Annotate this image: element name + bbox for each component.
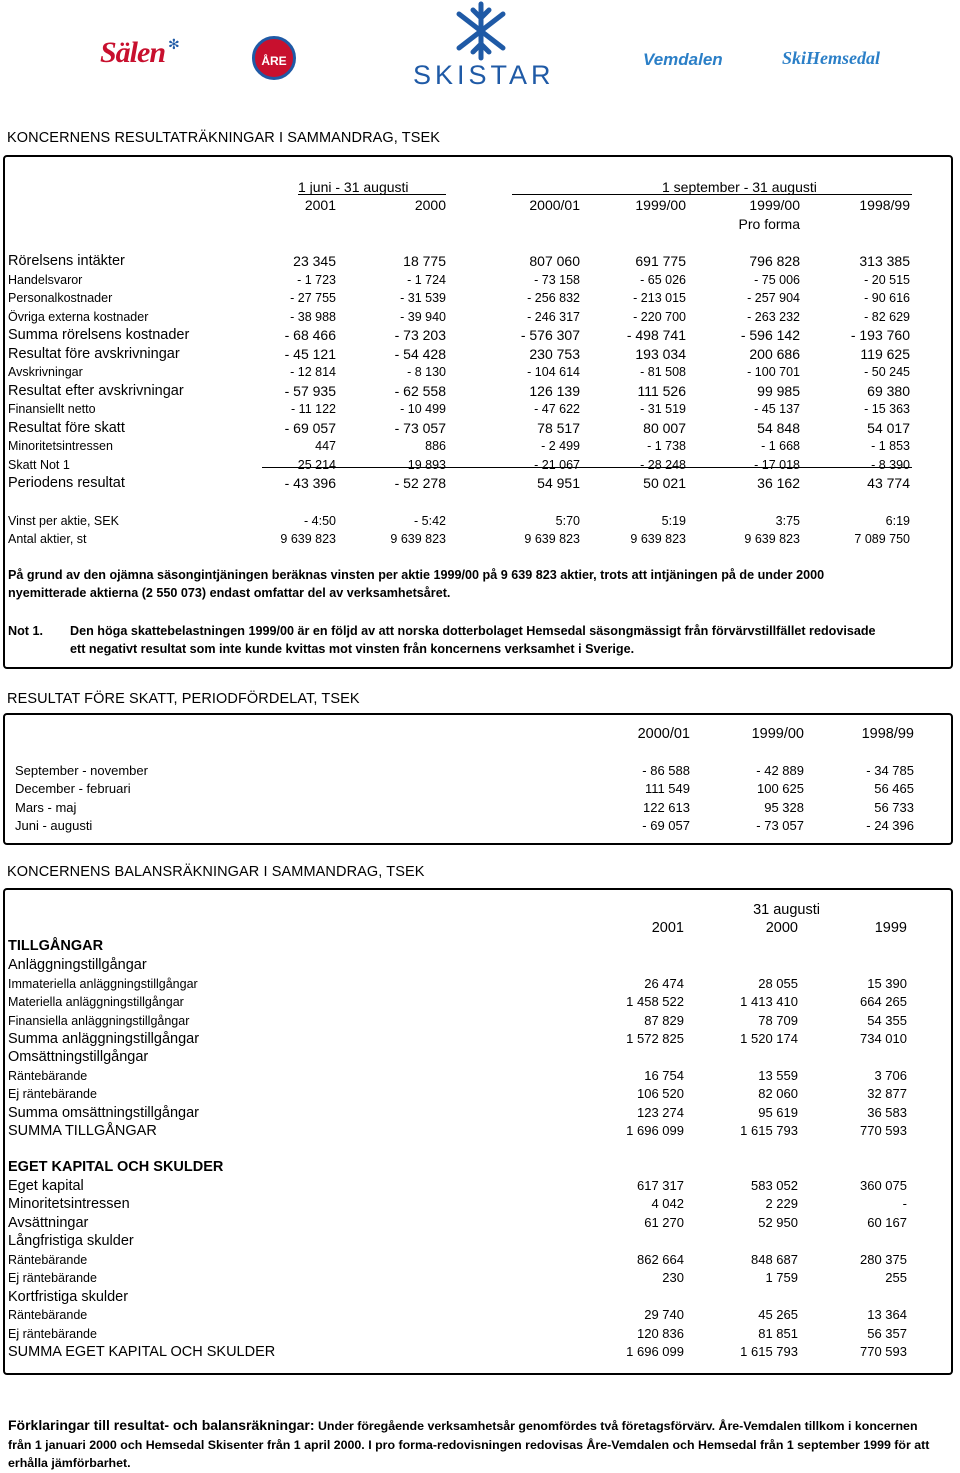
row-label: TILLGÅNGAR bbox=[8, 938, 104, 954]
row-value: 9 639 823 bbox=[630, 532, 686, 546]
skistar-snowflake-icon bbox=[437, 0, 525, 64]
row-value: - 57 935 bbox=[284, 383, 336, 399]
row-value: 100 625 bbox=[757, 781, 804, 796]
row-label: Juni - augusti bbox=[15, 818, 93, 833]
are-logo: ÅRE bbox=[252, 36, 296, 80]
row-value: 255 bbox=[885, 1270, 907, 1285]
period-header-year: 1 september - 31 augusti bbox=[662, 179, 817, 195]
row-value: 230 bbox=[662, 1270, 684, 1285]
row-value: - 257 904 bbox=[747, 291, 800, 305]
row-value: - 11 122 bbox=[291, 402, 336, 416]
skistar-logo: SKISTAR bbox=[413, 60, 555, 90]
row-value: 9 639 823 bbox=[390, 532, 446, 546]
row-value: - 21 067 bbox=[534, 458, 580, 472]
row-value: 61 270 bbox=[644, 1215, 684, 1230]
row-value: 3 706 bbox=[874, 1068, 907, 1083]
row-label: Rörelsens intäkter bbox=[8, 253, 125, 269]
logo-bar bbox=[0, 0, 960, 92]
row-value: 1 458 522 bbox=[626, 994, 684, 1009]
row-value: 691 775 bbox=[635, 253, 686, 269]
row-value: - 193 760 bbox=[850, 327, 910, 343]
tax-row-underline bbox=[262, 467, 912, 468]
eps-note-line-1: På grund av den ojämna säsongintjäningen beräknas vinsten per aktie 1999/00 på 9 639 823 aktier, trots att intjäningen på de under 2000 bbox=[8, 568, 825, 582]
row-label: Summa rörelsens kostnader bbox=[8, 327, 190, 343]
row-label: Minoritetsintressen bbox=[8, 439, 113, 453]
row-value: 886 bbox=[425, 439, 446, 453]
explanation-lead: Förklaringar till resultat- och balansräkningar: bbox=[8, 1417, 315, 1433]
row-label: Ej räntebärande bbox=[8, 1087, 97, 1101]
row-value: 78 517 bbox=[537, 420, 580, 436]
row-value: - 73 203 bbox=[394, 327, 446, 343]
row-label: Finansiella anläggningstillgångar bbox=[8, 1014, 190, 1028]
row-label: Mars - maj bbox=[15, 800, 77, 815]
row-value: - 73 057 bbox=[756, 818, 804, 833]
period-table-title: RESULTAT FÖRE SKATT, PERIODFÖRDELAT, TSEK bbox=[7, 691, 360, 707]
row-value: - 1 724 bbox=[407, 273, 446, 287]
row-value: - 86 588 bbox=[642, 763, 690, 778]
column-header: 1999 bbox=[874, 920, 907, 936]
row-value: - 27 755 bbox=[290, 291, 336, 305]
row-value: 54 355 bbox=[867, 1013, 907, 1028]
row-value: 32 877 bbox=[867, 1086, 907, 1101]
row-value: - 50 245 bbox=[864, 365, 910, 379]
row-value: 69 380 bbox=[867, 383, 910, 399]
balance-date-header: 31 augusti bbox=[753, 902, 820, 918]
row-value: - 75 006 bbox=[754, 273, 800, 287]
salen-logo: Sälen bbox=[100, 36, 166, 69]
row-value: - 38 988 bbox=[290, 310, 336, 324]
row-value: 119 625 bbox=[860, 346, 910, 362]
explanation-footer bbox=[8, 1416, 943, 1473]
row-value: 15 390 bbox=[867, 976, 907, 991]
row-value: - 576 307 bbox=[520, 327, 580, 343]
row-value: 770 593 bbox=[860, 1344, 907, 1359]
row-label: Summa anläggningstillgångar bbox=[8, 1031, 200, 1047]
row-value: 106 520 bbox=[637, 1086, 684, 1101]
row-value: 664 265 bbox=[860, 994, 907, 1009]
row-value: 1 615 793 bbox=[740, 1344, 798, 1359]
row-value: 50 021 bbox=[643, 475, 686, 491]
row-value: 848 687 bbox=[751, 1252, 798, 1267]
row-value: 200 686 bbox=[749, 346, 800, 362]
row-value: - 68 466 bbox=[284, 327, 336, 343]
row-value: 1 572 825 bbox=[626, 1031, 684, 1046]
row-label: Immateriella anläggningstillgångar bbox=[8, 977, 198, 991]
period-header-quarter-rule bbox=[298, 194, 446, 195]
row-value: - 2 499 bbox=[541, 439, 580, 453]
row-value: 26 474 bbox=[644, 976, 684, 991]
row-label: Räntebärande bbox=[8, 1253, 88, 1267]
row-value: - 213 015 bbox=[633, 291, 686, 305]
row-label: Räntebärande bbox=[8, 1308, 88, 1322]
row-label: September - november bbox=[15, 763, 148, 778]
row-value: 54 017 bbox=[867, 420, 910, 436]
row-value: 807 060 bbox=[529, 253, 580, 269]
row-value: - 498 741 bbox=[626, 327, 686, 343]
row-value: 9 639 823 bbox=[524, 532, 580, 546]
row-label: Personalkostnader bbox=[8, 291, 113, 305]
row-value: - 17 018 bbox=[754, 458, 800, 472]
row-value: 82 060 bbox=[758, 1086, 798, 1101]
row-value: - 47 622 bbox=[534, 402, 580, 416]
row-value: - 31 519 bbox=[640, 402, 686, 416]
row-value: 80 007 bbox=[643, 420, 686, 436]
row-value: 56 465 bbox=[874, 781, 914, 796]
row-label: Periodens resultat bbox=[8, 475, 125, 491]
row-value: 280 375 bbox=[860, 1252, 907, 1267]
row-value: 16 754 bbox=[644, 1068, 684, 1083]
row-value: - bbox=[902, 1196, 907, 1211]
row-value: - 90 616 bbox=[864, 291, 910, 305]
row-value: 447 bbox=[315, 439, 336, 453]
eps-note-line-2: nyemitterade aktierna (2 550 073) endast omfattar del av verksamhetsåret. bbox=[8, 586, 451, 600]
row-value: - 246 317 bbox=[527, 310, 580, 324]
row-value: 111 549 bbox=[644, 781, 690, 796]
footnote-1 bbox=[8, 622, 943, 658]
row-value: 81 851 bbox=[758, 1326, 798, 1341]
row-value: 583 052 bbox=[751, 1178, 798, 1193]
row-label: Antal aktier, st bbox=[8, 532, 87, 546]
row-value: 111 526 bbox=[637, 383, 686, 399]
row-value: - 1 853 bbox=[871, 439, 910, 453]
column-header: 2000 bbox=[414, 197, 446, 213]
row-value: - 15 363 bbox=[864, 402, 910, 416]
row-label: Övriga externa kostnader bbox=[8, 310, 149, 324]
row-label: Minoritetsintressen bbox=[8, 1196, 130, 1212]
row-value: 25 214 bbox=[297, 458, 336, 472]
pro-forma-label: Pro forma bbox=[738, 216, 800, 232]
row-value: - 263 232 bbox=[747, 310, 800, 324]
row-value: 13 364 bbox=[867, 1307, 907, 1322]
row-value: 45 265 bbox=[758, 1307, 798, 1322]
row-value: - 65 026 bbox=[640, 273, 686, 287]
row-value: - 24 396 bbox=[866, 818, 914, 833]
row-label: Summa omsättningstillgångar bbox=[8, 1105, 200, 1121]
income-statement-title: KONCERNENS RESULTATRÄKNINGAR I SAMMANDRAG, TSEK bbox=[7, 130, 441, 146]
row-value: 4 042 bbox=[651, 1196, 684, 1211]
row-value: 19 893 bbox=[407, 458, 446, 472]
row-label: EGET KAPITAL OCH SKULDER bbox=[8, 1159, 224, 1175]
row-value: 9 639 823 bbox=[744, 532, 800, 546]
row-value: - 54 428 bbox=[394, 346, 446, 362]
row-value: 193 034 bbox=[635, 346, 686, 362]
row-value: - 69 057 bbox=[284, 420, 336, 436]
row-label: Materiella anläggningstillgångar bbox=[8, 995, 184, 1009]
row-label: Långfristiga skulder bbox=[8, 1233, 134, 1249]
row-label: Eget kapital bbox=[8, 1178, 84, 1194]
footnote-1-line-1: Den höga skattebelastningen 1999/00 är en följd av att norska dotterbolaget Hemsedal säsongmässigt från förvärvstillfället redovisade bbox=[70, 624, 876, 638]
footnote-1-label: Not 1. bbox=[8, 624, 43, 638]
row-value: 796 828 bbox=[749, 253, 800, 269]
row-value: 95 328 bbox=[764, 800, 804, 815]
row-value: 87 829 bbox=[644, 1013, 684, 1028]
row-value: 36 162 bbox=[757, 475, 800, 491]
row-value: 99 985 bbox=[757, 383, 800, 399]
column-header: 2001 bbox=[304, 197, 336, 213]
column-header: 2000/01 bbox=[529, 197, 580, 213]
period-header-quarter: 1 juni - 31 augusti bbox=[298, 179, 409, 195]
snowflake-icon: ✻ bbox=[168, 36, 180, 52]
row-label: Handelsvaror bbox=[8, 273, 83, 287]
row-value: 23 345 bbox=[293, 253, 336, 269]
row-label: SUMMA TILLGÅNGAR bbox=[8, 1123, 157, 1139]
row-label: Vinst per aktie, SEK bbox=[8, 514, 119, 528]
row-value: 1 413 410 bbox=[740, 994, 798, 1009]
column-header: 2001 bbox=[651, 920, 684, 936]
row-value: 18 775 bbox=[403, 253, 446, 269]
row-value: 95 619 bbox=[758, 1105, 798, 1120]
row-value: 52 950 bbox=[758, 1215, 798, 1230]
hemsedal-logo: SkiHemsedal bbox=[782, 48, 880, 68]
row-label: Ej räntebärande bbox=[8, 1327, 97, 1341]
row-value: - 12 814 bbox=[290, 365, 336, 379]
row-value: - 69 057 bbox=[642, 818, 690, 833]
row-value: - 81 508 bbox=[640, 365, 686, 379]
balance-sheet-title: KONCERNENS BALANSRÄKNINGAR I SAMMANDRAG, TSEK bbox=[7, 864, 425, 880]
row-label: SUMMA EGET KAPITAL OCH SKULDER bbox=[8, 1344, 276, 1360]
row-label: Anläggningstillgångar bbox=[8, 957, 147, 973]
row-label: Resultat efter avskrivningar bbox=[8, 383, 184, 399]
row-value: - 4:50 bbox=[304, 514, 336, 528]
row-value: 862 664 bbox=[637, 1252, 684, 1267]
row-value: 126 139 bbox=[529, 383, 580, 399]
row-label: Räntebärande bbox=[8, 1069, 88, 1083]
row-value: - 52 278 bbox=[394, 475, 446, 491]
row-value: 5:70 bbox=[555, 514, 580, 528]
row-value: 1 696 099 bbox=[626, 1123, 684, 1138]
row-value: - 8 130 bbox=[407, 365, 446, 379]
explanation-text: Under föregående verksamhetsår genomfördes två företagsförvärv. Åre-Vemdalen tillkom i koncernen från 1 januari 2000 och Hemsedal Skisenter från 1 april 2000. I pro forma-redovisningen redovisas Åre-Vemdalen och Hemsedal från 1 september 1999 för att erhålla jämförbarhet. bbox=[8, 1419, 930, 1470]
row-value: 2 229 bbox=[765, 1196, 798, 1211]
row-value: - 1 723 bbox=[297, 273, 336, 287]
row-label: Resultat före avskrivningar bbox=[8, 346, 180, 362]
row-label: Skatt Not 1 bbox=[8, 458, 70, 472]
row-value: - 1 738 bbox=[647, 439, 686, 453]
row-value: - 220 700 bbox=[633, 310, 686, 324]
row-label: Avskrivningar bbox=[8, 365, 83, 379]
row-value: 1 615 793 bbox=[740, 1123, 798, 1138]
column-header: 1998/99 bbox=[861, 726, 914, 742]
row-label: Resultat före skatt bbox=[8, 420, 125, 436]
row-value: - 31 539 bbox=[400, 291, 446, 305]
eps-note bbox=[8, 566, 943, 602]
row-value: - 34 785 bbox=[866, 763, 914, 778]
row-value: 1 520 174 bbox=[740, 1031, 798, 1046]
row-label: Kortfristiga skulder bbox=[8, 1289, 129, 1305]
row-value: 230 753 bbox=[529, 346, 580, 362]
column-header: 1999/00 bbox=[751, 726, 804, 742]
row-value: - 39 940 bbox=[400, 310, 446, 324]
row-value: - 256 832 bbox=[527, 291, 580, 305]
row-value: 36 583 bbox=[867, 1105, 907, 1120]
column-header: 1999/00 bbox=[749, 197, 800, 213]
row-value: 28 055 bbox=[758, 976, 798, 991]
column-header: 2000 bbox=[765, 920, 798, 936]
row-value: 78 709 bbox=[758, 1013, 798, 1028]
row-value: 734 010 bbox=[860, 1031, 907, 1046]
row-value: 60 167 bbox=[867, 1215, 907, 1230]
row-value: 1 696 099 bbox=[626, 1344, 684, 1359]
row-value: 56 357 bbox=[867, 1326, 907, 1341]
row-value: - 73 057 bbox=[394, 420, 446, 436]
row-value: - 42 889 bbox=[756, 763, 804, 778]
row-value: 9 639 823 bbox=[280, 532, 336, 546]
row-value: 3:75 bbox=[775, 514, 800, 528]
row-value: 770 593 bbox=[860, 1123, 907, 1138]
row-label: December - februari bbox=[15, 781, 131, 796]
row-value: 360 075 bbox=[860, 1178, 907, 1193]
row-value: - 28 248 bbox=[640, 458, 686, 472]
row-value: 6:19 bbox=[885, 514, 910, 528]
row-value: - 5:42 bbox=[414, 514, 446, 528]
row-label: Finansiellt netto bbox=[8, 402, 96, 416]
row-value: - 20 515 bbox=[864, 273, 910, 287]
row-value: - 1 668 bbox=[761, 439, 800, 453]
row-value: - 45 121 bbox=[284, 346, 336, 362]
row-value: - 73 158 bbox=[534, 273, 580, 287]
row-label: Ej räntebärande bbox=[8, 1271, 97, 1285]
row-value: - 8 390 bbox=[871, 458, 910, 472]
row-label: Omsättningstillgångar bbox=[8, 1049, 149, 1065]
row-value: 54 848 bbox=[757, 420, 800, 436]
row-value: 7 089 750 bbox=[854, 532, 910, 546]
row-value: - 62 558 bbox=[394, 383, 446, 399]
row-value: - 45 137 bbox=[754, 402, 800, 416]
row-value: 617 317 bbox=[637, 1178, 684, 1193]
row-value: - 104 614 bbox=[527, 365, 580, 379]
row-value: - 43 396 bbox=[284, 475, 336, 491]
row-value: 5:19 bbox=[661, 514, 686, 528]
period-header-year-rule bbox=[512, 194, 912, 195]
column-header: 1998/99 bbox=[859, 197, 910, 213]
row-value: 43 774 bbox=[867, 475, 910, 491]
row-label: Avsättningar bbox=[8, 1215, 89, 1231]
column-header: 1999/00 bbox=[635, 197, 686, 213]
vemdalen-logo: Vemdalen bbox=[643, 50, 723, 69]
row-value: 123 274 bbox=[637, 1105, 684, 1120]
row-value: 56 733 bbox=[874, 800, 914, 815]
row-value: - 82 629 bbox=[864, 310, 910, 324]
row-value: - 100 701 bbox=[747, 365, 800, 379]
row-value: 13 559 bbox=[758, 1068, 798, 1083]
row-value: 54 951 bbox=[537, 475, 580, 491]
row-value: 122 613 bbox=[643, 800, 690, 815]
row-value: 120 836 bbox=[637, 1326, 684, 1341]
row-value: 313 385 bbox=[859, 253, 910, 269]
column-header: 2000/01 bbox=[637, 726, 690, 742]
footnote-1-line-2: ett negativt resultat som inte kunde kvittas mot vinsten från koncernens verksamhet i Sverige. bbox=[70, 642, 635, 656]
row-value: - 10 499 bbox=[400, 402, 446, 416]
row-value: - 596 142 bbox=[740, 327, 800, 343]
row-value: 1 759 bbox=[765, 1270, 798, 1285]
row-value: 29 740 bbox=[644, 1307, 684, 1322]
